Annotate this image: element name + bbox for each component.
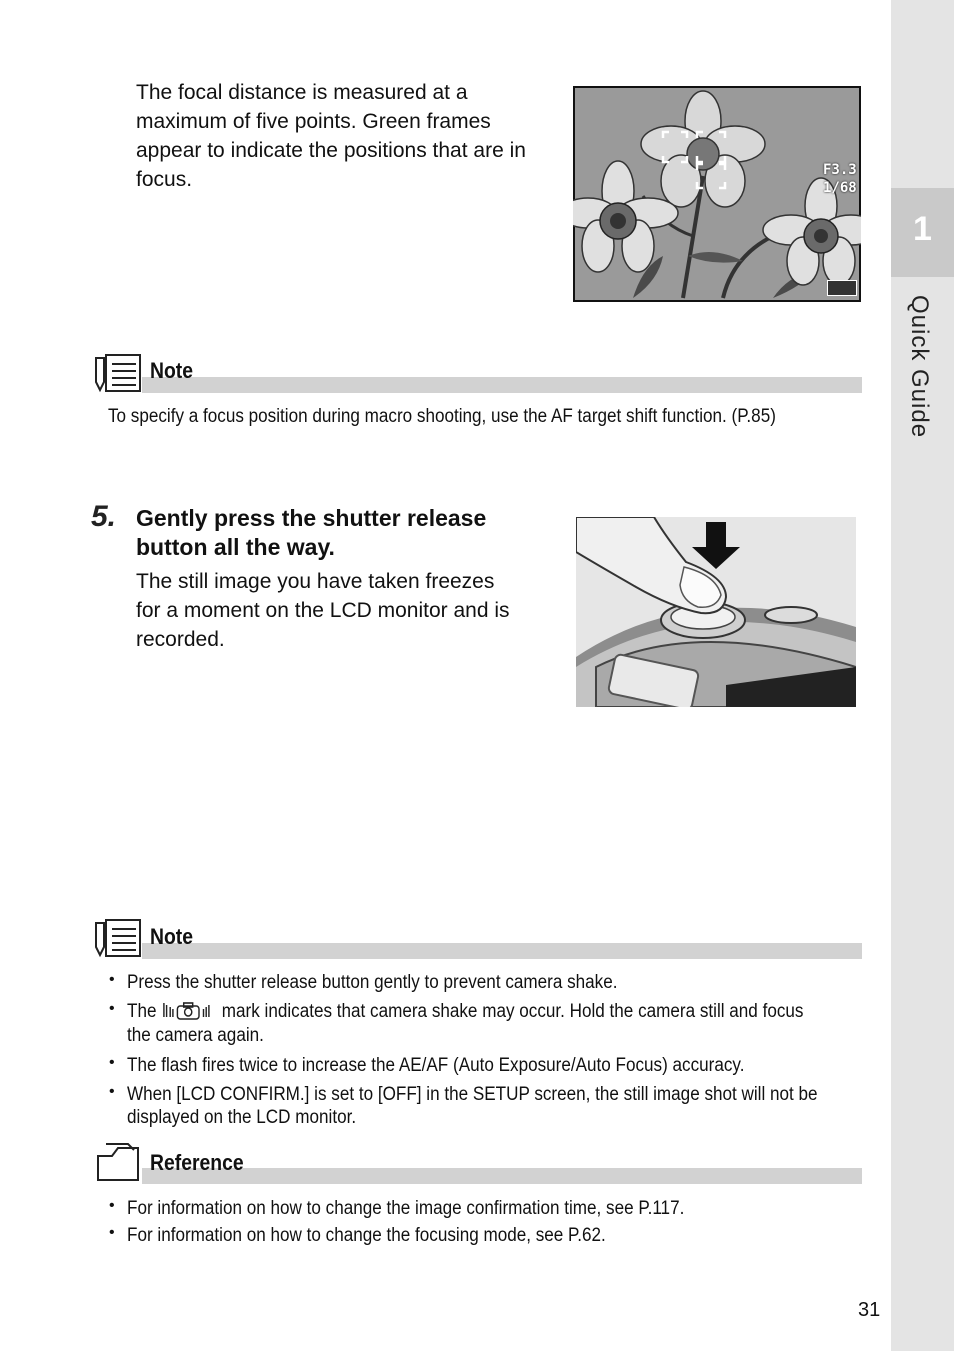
step-title bbox=[136, 504, 486, 562]
shutter-press-illustration bbox=[576, 517, 856, 707]
image-quality-icon bbox=[827, 280, 857, 296]
reference-folder-icon bbox=[94, 1140, 144, 1189]
note-title: Note bbox=[150, 924, 194, 949]
flower-photo-illustration bbox=[573, 86, 861, 302]
reference-link-text: • For information on how to change the focusing mode, see P.62. bbox=[127, 1225, 606, 1246]
bullet-text: • Press the shutter release button gently to prevent camera shake. bbox=[127, 972, 618, 993]
note-header-bar bbox=[142, 943, 862, 959]
reference-header-bar bbox=[142, 1168, 862, 1184]
chapter-number: 1 bbox=[913, 210, 932, 248]
intro-line: The focal distance is measured at a bbox=[136, 81, 468, 104]
note-icon bbox=[92, 917, 144, 964]
note-icon bbox=[92, 352, 144, 399]
bullet-text: displayed on the LCD monitor. bbox=[127, 1107, 357, 1128]
step-body-line: recorded. bbox=[136, 628, 225, 651]
page-number: 31 bbox=[858, 1299, 881, 1321]
note-text: To specify a focus position during macro shooting, use the AF target shift function. (P.85) bbox=[108, 406, 776, 427]
list-item bbox=[127, 1224, 867, 1247]
note-title: Note bbox=[150, 358, 194, 383]
intro-line: maximum of five points. Green frames bbox=[136, 110, 491, 133]
step-body bbox=[136, 567, 510, 654]
step-number: 5. bbox=[91, 500, 117, 533]
list-item bbox=[127, 971, 867, 996]
bullet-text-lead bbox=[127, 1000, 804, 1023]
list-item bbox=[127, 1197, 867, 1220]
bullet-text: mark indicates that camera shake may occur. Hold the camera still and focus bbox=[221, 1001, 804, 1022]
bullet-text: the camera again. bbox=[127, 1025, 264, 1046]
step-body-line: The still image you have taken freezes bbox=[136, 570, 495, 593]
step-title-line: button all the way. bbox=[136, 534, 335, 560]
reference-link-text: • For information on how to change the image confirmation time, see P.117. bbox=[127, 1198, 685, 1219]
aperture-readout: F3.3 bbox=[823, 162, 857, 178]
bullet-text: • The flash fires twice to increase the AE/AF (Auto Exposure/Auto Focus) accuracy. bbox=[127, 1055, 745, 1076]
chapter-label: Quick Guide bbox=[906, 295, 933, 439]
bullet-lead-word: The bbox=[127, 1001, 157, 1022]
intro-line: focus. bbox=[136, 168, 193, 191]
step-title-line: Gently press the shutter release bbox=[136, 505, 487, 531]
reference-title: Reference bbox=[150, 1150, 244, 1175]
list-item bbox=[127, 1083, 867, 1129]
note-header-bar bbox=[142, 377, 862, 393]
list-item bbox=[127, 1054, 867, 1079]
camera-shake-icon bbox=[161, 1001, 217, 1021]
shutter-readout: 1/68 bbox=[823, 180, 857, 196]
bullet-text: • When [LCD CONFIRM.] is set to [OFF] in the SETUP screen, the still image shot will not be bbox=[127, 1084, 818, 1105]
intro-paragraph bbox=[136, 78, 566, 194]
intro-line: appear to indicate the positions that are in bbox=[136, 139, 526, 162]
note-bullet-list bbox=[127, 971, 867, 1133]
list-item bbox=[127, 1000, 867, 1050]
step-body-line: for a moment on the LCD monitor and is bbox=[136, 599, 510, 622]
reference-bullet-list bbox=[127, 1197, 867, 1251]
lcd-flower-image bbox=[573, 86, 861, 302]
